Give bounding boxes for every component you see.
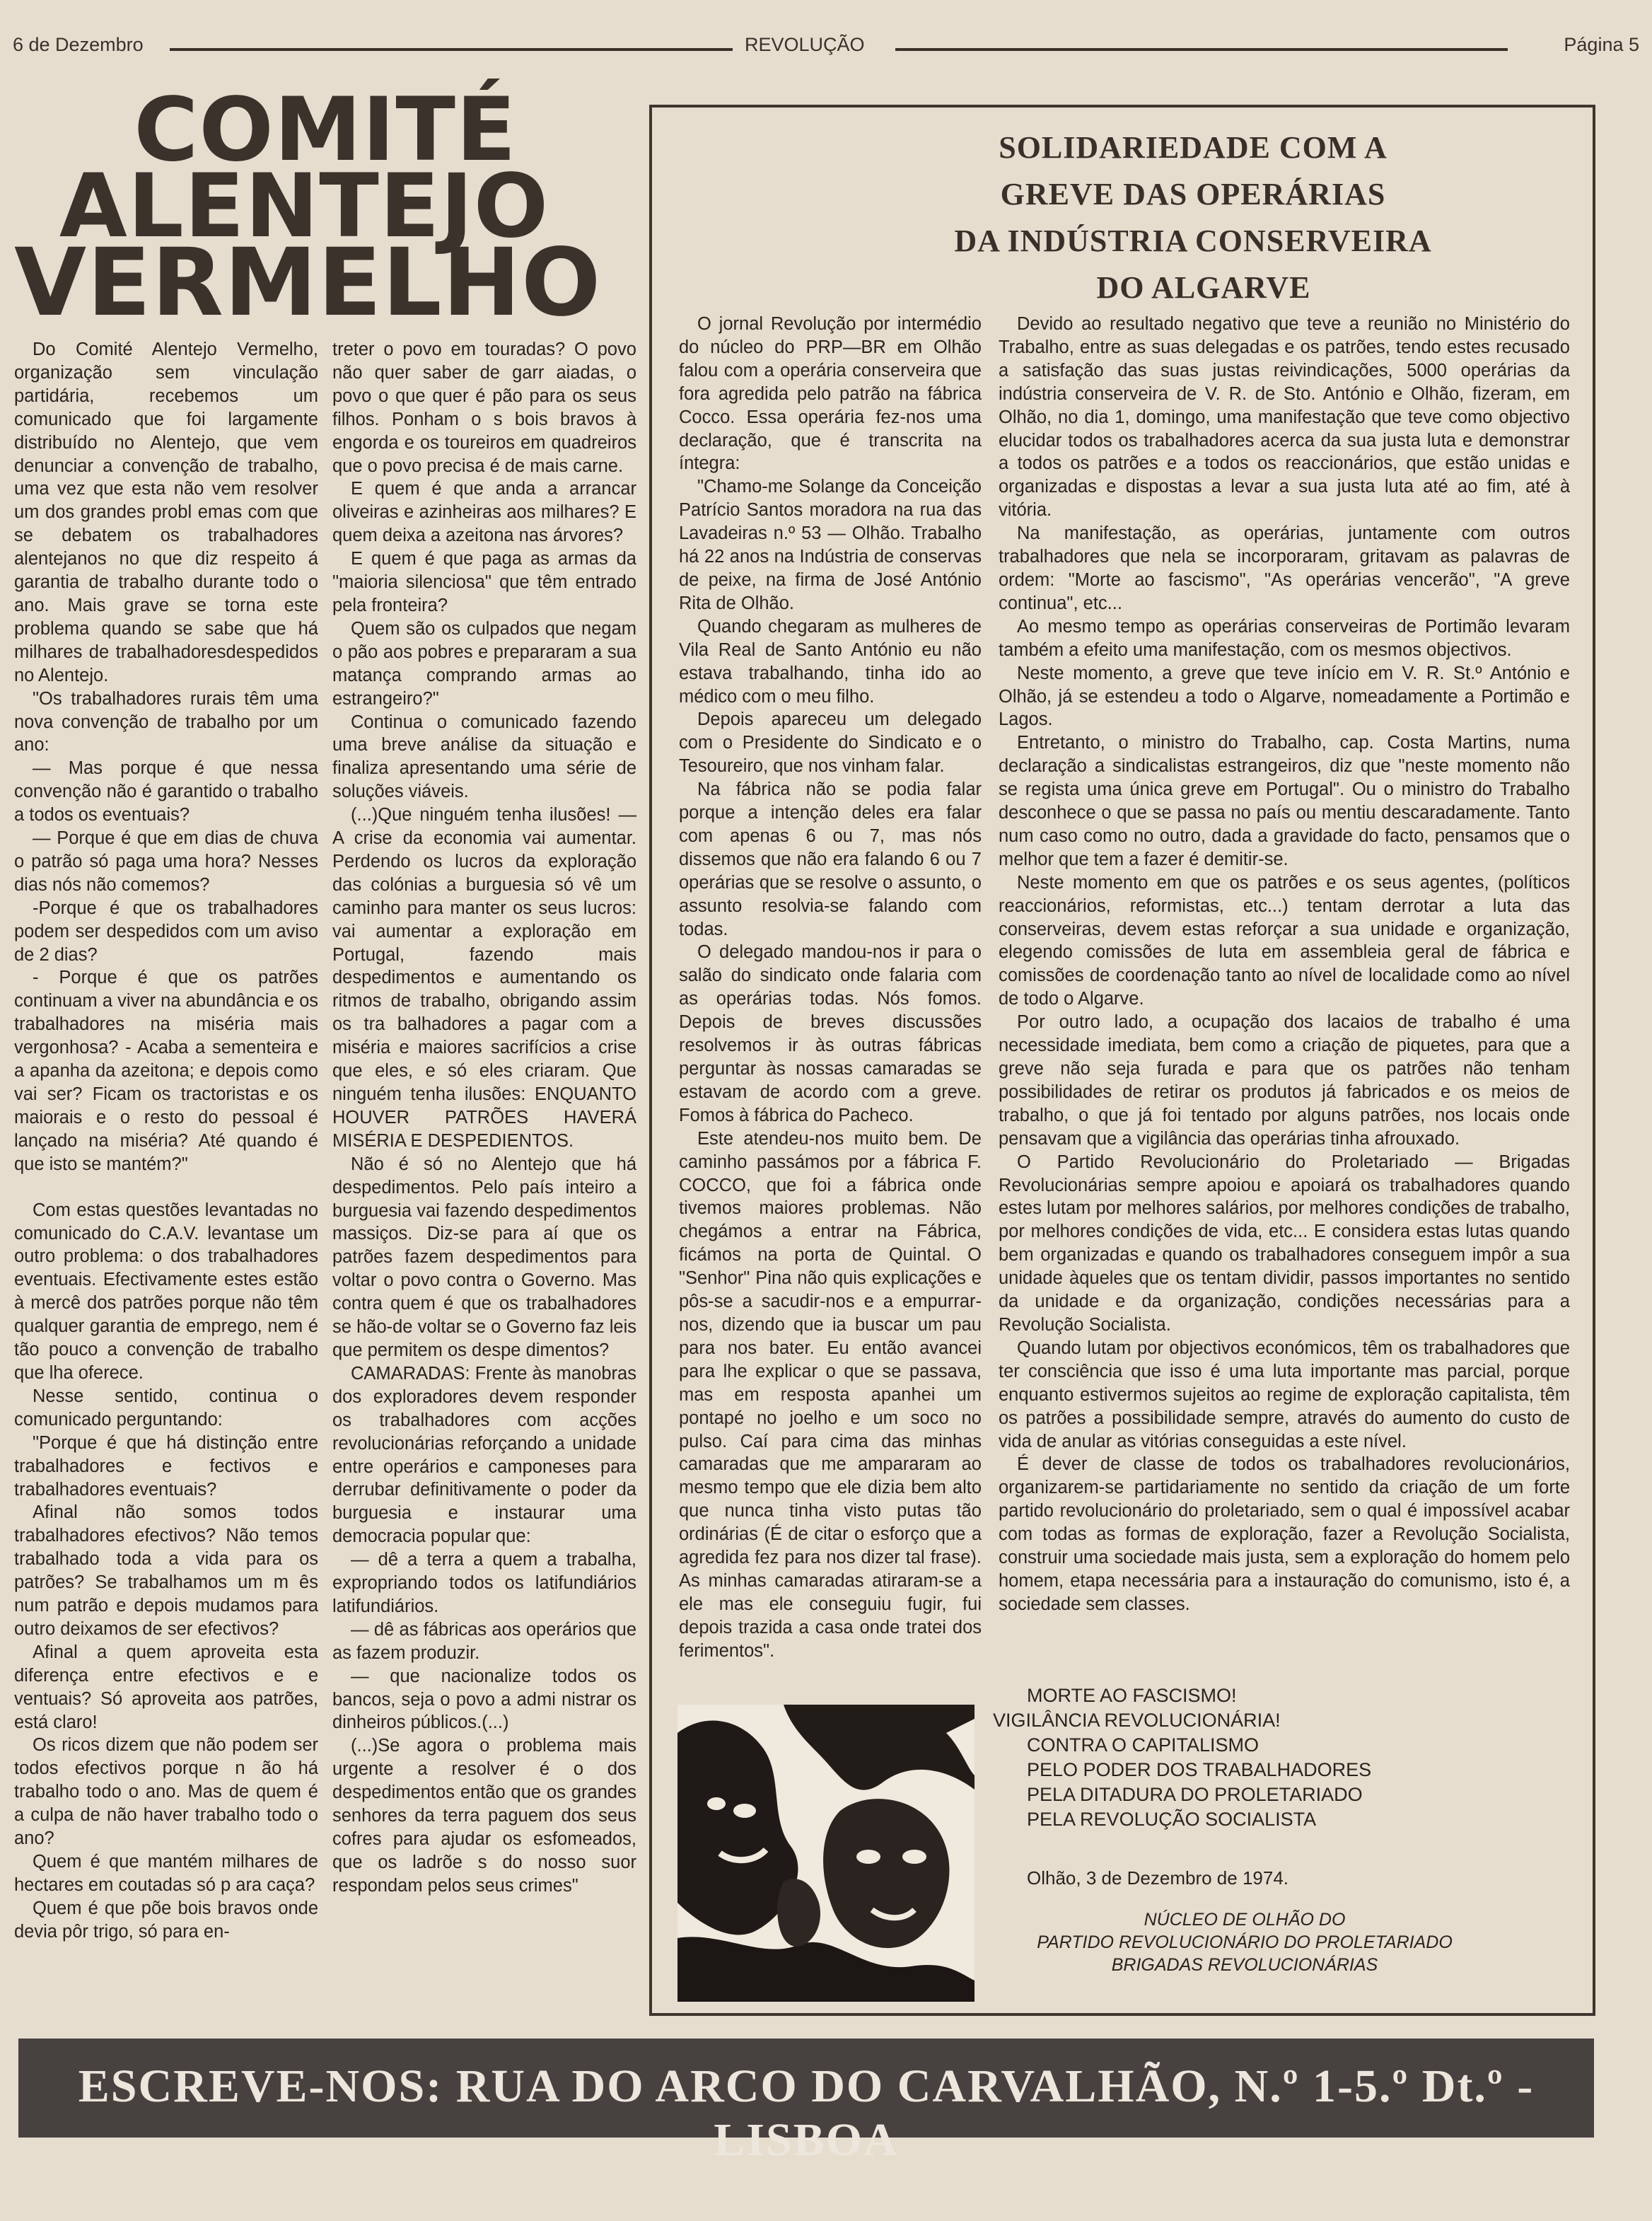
paragraph: -Porque é que os trabalhadores podem ser despedidos com um aviso de 2 dias? xyxy=(14,898,318,965)
header-publication: REVOLUÇÃO xyxy=(745,34,865,55)
paragraph: Entretanto, o ministro do Trabalho, cap. Costa Martins, numa declaração a sindicalistas estrangeiros, diz que "neste momento não se regista uma única greve em Portugal". Ou o ministro do Trabalho desconhece o que se passa no país ou mentiu descaradamente. Tanto num caso como no outro, dada a gravidade do facto, pensamos que o melhor que tem a fazer é demitir-se. xyxy=(999,733,1570,869)
paragraph: O delegado mandou-nos ir para o salão do sindicato onde falaria com as operárias todas. Nós fomos. Depois de breves discussões resolvemos ir às outras fábricas perguntar às nossas camaradas se estavam de acordo com a greve. Fomos à fábrica do Pacheco. xyxy=(679,942,982,1125)
paragraph: O Partido Revolucionário do Proletariado — Brigadas Revolucionárias sempre apoiou e apoiará os trabalhadores quando estes lutam por melhores salários, por melhores condições de trabalho, por melhores condições de vida, etc... E considera estas lutas quando bem organizadas e quando os trabalhadores conseguem impôr a sua unidade àqueles que os tentam dividir, passos importantes no sentido da unidade e da organização, condições necessárias para a Revolução Socialista. xyxy=(999,1152,1570,1335)
paragraph: E quem é que anda a arrancar oliveiras e azinheiras aos milhares? E quem deixa a azeitona nas árvores? xyxy=(332,479,636,546)
header-rule-left xyxy=(170,48,733,51)
paragraph: Depois apareceu um delegado com o Presidente do Sindicato e o Tesoureiro, que nos vinham falar. xyxy=(679,709,982,777)
paragraph: — dê as fábricas aos operários que as fazem produzir. xyxy=(332,1619,636,1663)
signature-line: BRIGADAS REVOLUCIONÁRIAS xyxy=(1111,1955,1378,1975)
paragraph: "Chamo-me Solange da Conceição Patrício Santos moradora na rua das Lavadeiras n.º 53 — Olhão. Trabalho há 22 anos na Indústria de conservas de peixe, na firma de José António Rita de Olhão. xyxy=(679,477,982,613)
footer-address-text: ESCREVE-NOS: RUA DO ARCO DO CARVALHÃO, N.º 1-5.º Dt.º - LISBOA xyxy=(78,2060,1535,2166)
paragraph: Devido ao resultado negativo que teve a reunião no Ministério do Trabalho, entre as suas delegadas e os patrões, tendo estes recusado a satisfação das suas justas reivindicações, 5000 operárias da indústria conserveira de V. R. de Sto. António e Olhão, fizeram, em Olhão, no dia 1, domingo, uma manifestação que teve como objectivo elucidar todos os trabalhadores acerca da sua justa luta e demonstrar a todos os patrões e a todos os reaccionários, que estão unidas e organizadas e dispostas a levar a sua justa luta até ao fim, até à vitória. xyxy=(999,314,1570,521)
left-article-headline xyxy=(14,79,602,337)
signature-block xyxy=(997,1908,1492,1976)
protest-photo xyxy=(677,1705,975,2002)
right-article-column-1 xyxy=(679,313,982,1663)
paragraph: CAMARADAS: Frente às manobras dos exploradores devem responder os trabalhadores com acções revolucionárias reforçando a unidade entre operários e camponeses para derrubar definitivamente o poder da burguesia e instaurar uma democracia popular que: xyxy=(332,1363,636,1547)
paragraph: Este atendeu-nos muito bem. De caminho passámos por a fábrica F. COCCO, que foi a fábrica onde tivemos maiores problemas. Não chegámos a entrar na Fábrica, ficámos na porta de Quintal. O "Senhor" Pina não quis explicações e pôs-se a sacudir-nos e a empurrar-nos, dizendo que ia buscar um pau para nos bater. Eu então avancei para lhe explicar o que se passava, mas em resposta apanhei um pontapé no joelho e um soco no pulso. Caí para cima das minhas camaradas que me ampararam ao mesmo tempo que ele dizia bem alto que nunca tinha visto putas tão ordinárias (É de citar o esforço que a agredida fez para nos dizer tal frase). As minhas camaradas atiraram-se a ele mas ele conseguiu fugir, fui depois trazida a casa onde tratei dos ferimentos". xyxy=(679,1128,982,1661)
paragraph: Com estas questões levantadas no comunicado do C.A.V. levantase um outro problema: o dos trabalhadores eventuais. Efectivamente estes estão à mercê dos patrões porque não têm qualquer garantia de emprego, nem é tão pouco a convenção de trabalho que lha oferece. xyxy=(14,1200,318,1383)
title-line: DA INDÚSTRIA CONSERVEIRA xyxy=(954,224,1432,258)
paragraph: (...)Se agora o problema mais urgente a resolver é o dos despedimentos então que os grandes senhores da terra paguem dos seus cofres para ajudar os esfomeados, que os ladrõe s do nosso suor respondam pelos seus crimes" xyxy=(332,1736,636,1896)
paragraph: — dê a terra a quem a trabalha, expropriando todos os latifundiários latifundiários. xyxy=(332,1550,636,1616)
paragraph: — Porque é que em dias de chuva o patrão só paga uma hora? Nesses dias nós não comemos? xyxy=(14,828,318,895)
slogan-line: PELA REVOLUÇÃO SOCIALISTA xyxy=(1027,1809,1317,1830)
title-line: GREVE DAS OPERÁRIAS xyxy=(1000,177,1386,211)
dateline: Olhão, 3 de Dezembro de 1974. xyxy=(1027,1867,1289,1889)
paragraph: Continua o comunicado fazendo uma breve análise da situação e finaliza apresentando uma série de soluções viáveis. xyxy=(332,712,636,802)
paragraph: Os ricos dizem que não podem ser todos efectivos porque n ão há trabalho todo o ano. Mas de quem é a culpa de não haver trabalho todo o ano? xyxy=(14,1735,318,1849)
paragraph: treter o povo em touradas? O povo não quer saber de garr aiadas, o povo o que quer é pão para os seus filhos. Ponham o s bois bravos à engorda e os toureiros em quadreiros que o povo precisa é de mais carne. xyxy=(332,340,636,476)
header-rule-right xyxy=(895,48,1508,51)
header-page-number: Página 5 xyxy=(1564,34,1639,55)
right-article-box xyxy=(649,105,1595,2016)
slogan-line: CONTRA O CAPITALISMO xyxy=(1027,1734,1260,1756)
paragraph: Ao mesmo tempo as operárias conserveiras de Portimão levaram também a efeito uma manifestação, com os mesmos objectivos. xyxy=(999,616,1570,660)
slogan-line: MORTE AO FASCISMO! xyxy=(1027,1685,1237,1706)
paragraph: - Porque é que os patrões continuam a viver na abundância e os trabalhadores na miséria mais vergonhosa? - Acaba a sementeira e a apanha da azeitona; e depois como vai ser? Ficam os tractoristas e os maiorais e o resto do pessoal é lançado na miséria? Até quando é que isto se mantém?" xyxy=(14,968,318,1174)
paragraph: Quando chegaram as mulheres de Vila Real de Santo António eu não estava trabalhando, tinha ido ao médico com o meu filho. xyxy=(679,616,982,707)
slogan-line: PELO PODER DOS TRABALHADORES xyxy=(1027,1759,1372,1780)
paragraph: Neste momento, a greve que teve início em V. R. St.º António e Olhão, já se estendeu a todo o Algarve, nomeadamente a Portimão e Lagos. xyxy=(999,663,1570,730)
paragraph: Na fábrica não se podia falar porque a intenção deles era falar com apenas 6 ou 7, mas nós dissemos que não era falando 6 ou 7 operárias que se resolve o assunto, o assunto resolvia-se falando com todas. xyxy=(679,779,982,939)
paragraph: Quando lutam por objectivos económicos, têm os trabalhadores que ter consciência que isso é uma luta importante mas parcial, porque enquanto estivermos sujeitos ao regime de exploração capitalista, têm os patrões a possibilidade sempre, através do aumento do custo de vida de anular as vitórias conseguidas a este nível. xyxy=(999,1338,1570,1451)
right-article-title xyxy=(652,124,1593,311)
paragraph: Na manifestação, as operárias, juntamente com outros trabalhadores que nela se incorporaram, gritavam as palavras de ordem: "Morte ao fascismo", "As operárias vencerão", "A greve continua", etc... xyxy=(999,523,1570,613)
paragraph: — que nacionalize todos os bancos, seja o povo a admi nistrar os dinheiros públicos.(...) xyxy=(332,1666,636,1733)
headline-line: COMITÉ xyxy=(134,79,517,181)
paragraph: (...)Que ninguém tenha ilusões! — A crise da economia vai aumentar. Perdendo os lucros da exploração das colónias a burguesia só vê um caminho para manter os seus lucros: vai aumentar a exploração em Portugal, fazendo mais despedimentos e aumentando os ritmos de trabalho, obrigando assim os tra balhadores a pagar com a miséria e maiores sacrifícios a crise que eles, e só eles criaram. Que ninguém tenha ilusões: ENQUANTO HOUVER PATRÕES HAVERÁ MISÉRIA E DESPEDIENTOS. xyxy=(332,805,636,1151)
slogan-line: PELA DITADURA DO PROLETARIADO xyxy=(1027,1784,1363,1805)
paragraph: Afinal a quem aproveita esta diferença entre efectivos e e ventuais? Só aproveita aos patrões, está claro! xyxy=(14,1642,318,1732)
paragraph: — Mas porque é que nessa convenção não é garantido o trabalho a todos os eventuais? xyxy=(14,758,318,825)
paragraph: Afinal não somos todos trabalhadores efectivos? Não temos trabalhado toda a vida para os patrões? Se trabalhamos um m ês num patrão e depois mudamos para outro deixamos de ser efectivos? xyxy=(14,1502,318,1639)
paragraph: Quem é que põe bois bravos onde devia pôr trigo, só para en- xyxy=(14,1898,318,1942)
left-article-column-2 xyxy=(332,338,636,1898)
paragraph: Do Comité Alentejo Vermelho, organização sem vinculação partidária, recebemos um comunicado que foi largamente distribuído no Alentejo, que vem denunciar a convenção de trabalho, uma vez que esta não vem resolver um dos grandes probl emas com que se debatem os trabalhadores alentejanos no que diz respeito á garantia de trabalho durante todo o ano. Mais grave se torna este problema quando se sabe que há milhares de trabalhadoresdespedidos no Alentejo. xyxy=(14,340,318,685)
paragraph: Quem são os culpados que negam o pão aos pobres e prepararam a sua matança comprando armas ao estrangeiro?" xyxy=(332,618,636,709)
paragraph: Quem é que mantém milhares de hectares em coutadas só p ara caça? xyxy=(14,1852,318,1895)
paragraph: "Porque é que há distinção entre trabalhadores e fectivos e trabalhadores eventuais? xyxy=(14,1432,318,1500)
paragraph: O jornal Revolução por intermédio do núcleo do PRP—BR em Olhão falou com a operária conserveira que fora agredida pelo patrão na fábrica Cocco. Essa operária fez-nos uma declaração, que é transcrita na íntegra: xyxy=(679,314,982,474)
paragraph: Neste momento em que os patrões e os seus agentes, (políticos reaccionários, reformistas, etc...) tentam derrotar a luta das conserveiras, devem estas reforçar a sua unidade e organização, elegendo comissões de luta em assembleia geral de fábrica e comissões de coordenação tanto ao nível de localidade como ao nível de todo o Algarve. xyxy=(999,872,1570,1009)
header-date: 6 de Dezembro xyxy=(13,34,144,55)
signature-line: NÚCLEO DE OLHÃO DO xyxy=(1144,1910,1346,1930)
running-header xyxy=(13,34,1639,62)
slogans-block xyxy=(993,1683,1492,1832)
paragraph: Não é só no Alentejo que há despedimentos. Pelo país inteiro a burguesia vai fazendo despedimentos massiços. Diz-se para aí que os patrões fazem despedimentos para voltar o povo contra o Governo. Mas contra quem é que os trabalhadores se hão-de voltar se o Governo faz leis que permitem os despe dimentos? xyxy=(332,1154,636,1360)
footer-address-banner xyxy=(18,2039,1594,2166)
paragraph: Por outro lado, a ocupação dos lacaios de trabalho é uma necessidade imediata, bem como a criação de piquetes, para que a greve não seja furada e para que os patrões não tenham possibilidades de retirar os produtos já fabricados e os meios de trabalho, o que já foi tentado por alguns patrões, nos locais onde pensavam que a vigilância das operárias tinha afrouxado. xyxy=(999,1012,1570,1149)
paragraph: E quem é que paga as armas da "maioria silenciosa" que têm entrado pela fronteira? xyxy=(332,549,636,615)
paragraph: É dever de classe de todos os trabalhadores revolucionários, organizarem-se partidariamente no sentido da criação de um forte partido revolucionário do proletariado, sem o qual é impossível acabar com todas as formas de exploração, fazer a Revolução Socialista, construir uma sociedade mais justa, sem a exploração do homem pelo homem, etapa necessária para a instauração do comunismo, isto é, a sociedade sem classes. xyxy=(999,1454,1570,1614)
right-article-column-2 xyxy=(999,313,1570,1616)
title-line: DO ALGARVE xyxy=(1096,270,1311,305)
headline-line: VERMELHO xyxy=(14,228,602,337)
left-article-column-1 xyxy=(14,338,318,1944)
paragraph: "Os trabalhadores rurais têm uma nova convenção de trabalho por um ano: xyxy=(14,688,318,755)
protest-faces-illustration xyxy=(677,1705,975,2002)
title-line: SOLIDARIEDADE COM A xyxy=(999,130,1388,165)
headline-line: ALENTEJO xyxy=(59,156,549,257)
paragraph: Nesse sentido, continua o comunicado perguntando: xyxy=(14,1386,318,1430)
slogan-line: VIGILÂNCIA REVOLUCIONÁRIA! xyxy=(993,1710,1281,1731)
signature-line: PARTIDO REVOLUCIONÁRIO DO PROLETARIADO xyxy=(1037,1932,1453,1952)
